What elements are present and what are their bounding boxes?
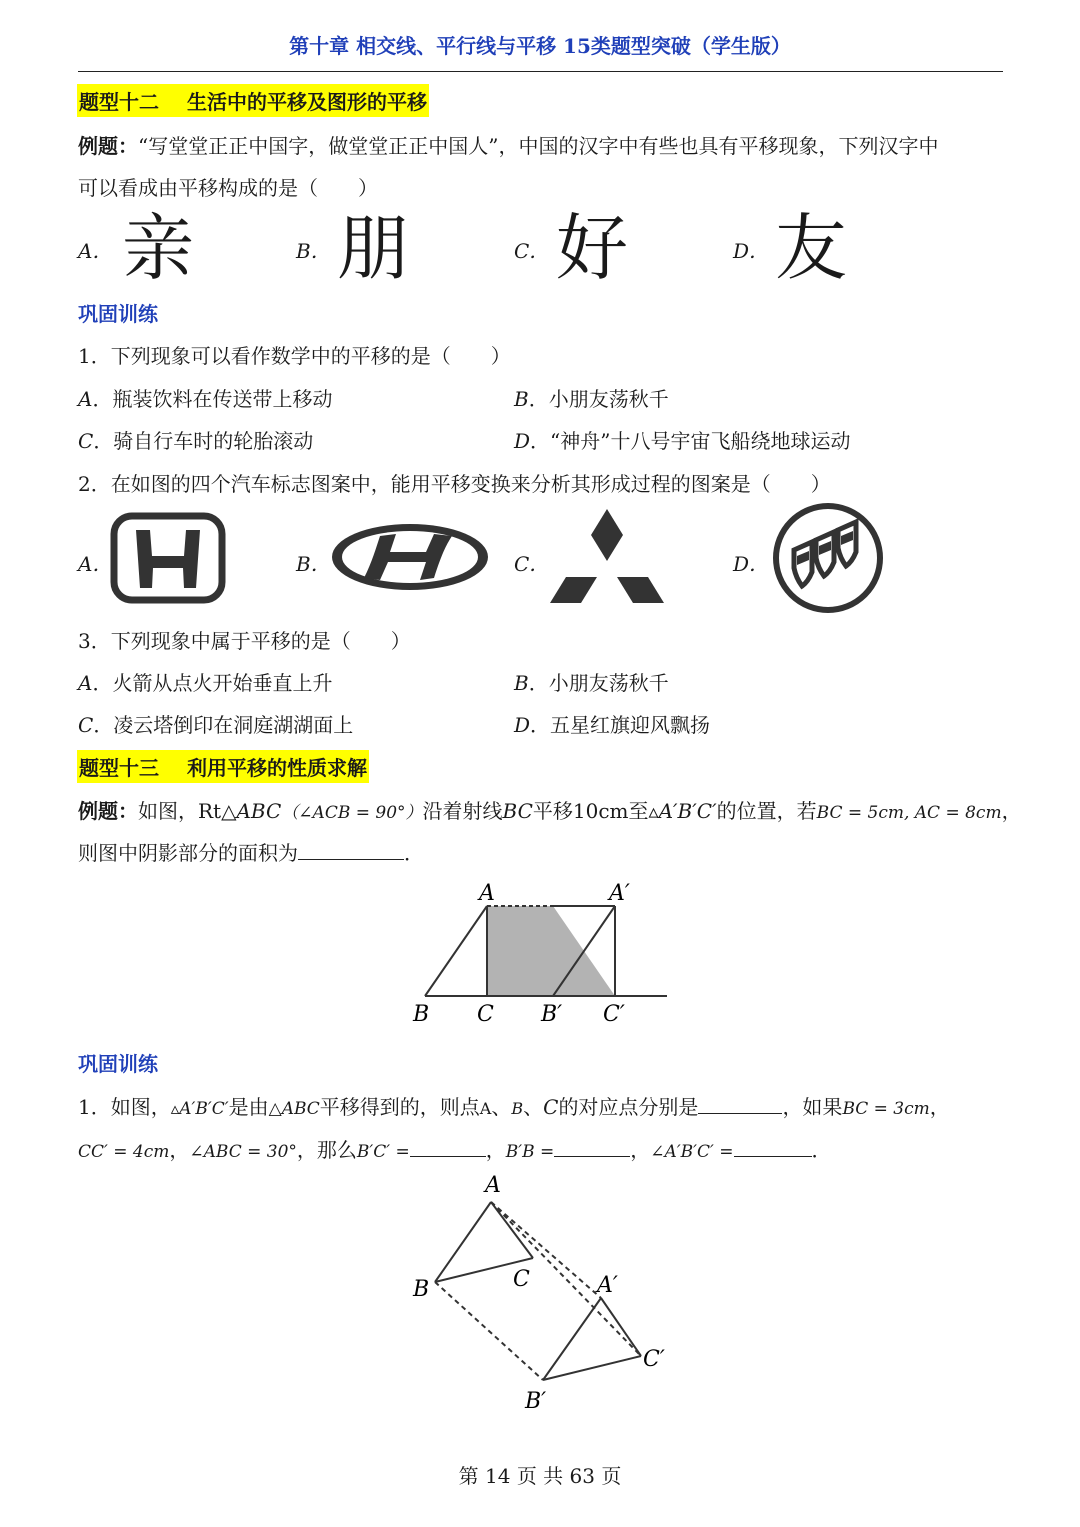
option-d-letter: D． [733,239,770,263]
mitsubishi-logo [550,509,664,605]
svg-text:B′: B′ [541,1002,563,1027]
honda-logo [110,512,226,604]
q1-option-c: C．骑自行车时的轮胎滚动 [78,429,314,453]
answer-blank[interactable] [298,841,404,860]
section-title-12 [77,84,429,117]
q3-option-b: B．小朋友荡秋千 [514,671,669,695]
option-a-char: 亲 [122,206,195,290]
section-name: 利用平移的性质求解 [187,756,367,780]
option-c-letter: C． [514,239,550,263]
q13-1-line2: CC′ = 4cm，∠ABC = 30°，那么B′C′ = ，B′B = ，∠A′B′C′ = ． [78,1138,832,1162]
answer-blank[interactable] [410,1138,486,1157]
option-b-letter: B． [296,239,331,263]
page-footer: 第 14 页 共 63 页 [458,1464,622,1488]
svg-text:A: A [485,1173,501,1198]
option-d-char: 友 [775,206,848,290]
q1-option-a: A．瓶装饮料在传送带上移动 [78,387,333,411]
option-b-char: 朋 [337,206,410,290]
q3-option-c: C．凌云塔倒印在洞庭湖湖面上 [78,713,354,737]
svg-text:C′: C′ [603,1002,625,1027]
svg-text:B′: B′ [525,1389,547,1414]
hyundai-logo [330,522,490,592]
svg-text:B: B [413,1002,430,1027]
example-text: “写堂堂正正中国字，做堂堂正正中国人”，中国的汉字中有些也具有平移现象，下列汉字中 [138,134,939,158]
q1-option-b: B．小朋友荡秋千 [514,387,669,411]
svg-text:A: A [479,881,495,906]
q3-option-a: A．火箭从点火开始垂直上升 [78,671,333,695]
svg-text:A′: A′ [597,1273,618,1298]
example-13-line2: 则图中阴影部分的面积为 ． [78,841,424,865]
section-label: 题型十三 [79,756,159,780]
q1-option-d: D．“神舟”十八号宇宙飞船绕地球运动 [514,429,851,453]
svg-text:A′: A′ [609,881,630,906]
example-label: 例题： [78,134,138,158]
q2-letter-c: C． [514,552,550,576]
answer-blank[interactable] [734,1138,812,1157]
q2-stem: 2．在如图的四个汽车标志图案中，能用平移变换来分析其形成过程的图案是（ ） [78,472,831,496]
translation-figure-1 [405,876,675,1028]
q13-1-line1: 1．如图，▵A′B′C′是由△ABC平移得到的，则点A、B、C的对应点分别是 ，如果BC = 3cm， [78,1095,950,1119]
q2-letter-d: D． [733,552,770,576]
answer-blank[interactable] [698,1095,782,1114]
page-header-title: 第十章 相交线、平行线与平移 15类题型突破（学生版） [289,34,791,58]
example-12-line2: 可以看成由平移构成的是（ ） [78,176,378,200]
practice-label-12: 巩固训练 [78,302,158,326]
option-a-letter: A． [78,239,113,263]
svg-text:B: B [413,1277,430,1302]
q3-stem: 3．下列现象中属于平移的是（ ） [78,629,411,653]
q2-letter-a: A． [78,552,113,576]
section-name: 生活中的平移及图形的平移 [187,90,427,114]
practice-label-13: 巩固训练 [78,1052,158,1076]
q2-letter-b: B． [296,552,331,576]
q1-stem: 1．下列现象可以看作数学中的平移的是（ ） [78,344,511,368]
svg-text:C′: C′ [643,1347,665,1372]
shaded-region [487,906,615,996]
q3-option-d: D．五星红旗迎风飘扬 [514,713,711,737]
example-13-line1: 例题：如图，Rt△ABC（∠ACB = 90°）沿着射线BC平移10cm至▵A′B′C′的位置，若BC = 5cm, AC = 8cm， [78,799,1022,823]
svg-text:C: C [513,1267,530,1292]
section-label: 题型十二 [79,90,159,114]
header-divider [78,71,1003,72]
answer-blank[interactable] [554,1138,630,1157]
translation-figure-2 [405,1172,675,1417]
option-c-char: 好 [556,206,629,290]
buick-logo [772,502,884,614]
svg-text:C: C [477,1002,494,1027]
example-12-line1 [78,130,938,159]
section-title-13 [77,750,369,783]
